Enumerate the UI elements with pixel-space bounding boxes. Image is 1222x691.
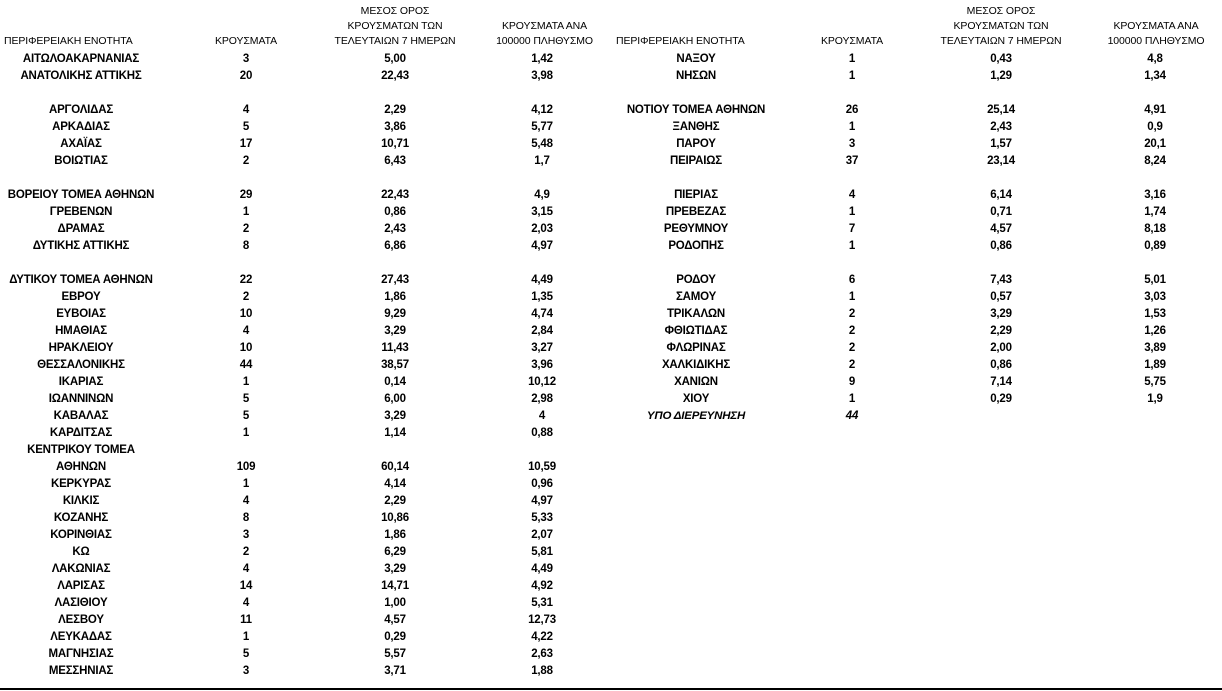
table-row: [0, 289, 612, 306]
per100k-cell: 3,89: [1144, 342, 1166, 354]
header-region: ΠΕΡΙΦΕΡΕΙΑΚΗ ΕΝΟΤΗΤΑ: [4, 35, 133, 47]
table-row: [0, 510, 612, 527]
cases-cell: 4: [242, 563, 250, 575]
cases-cell: 1: [848, 291, 856, 303]
per100k-cell: 5,01: [1144, 274, 1166, 286]
avg7-cell: 2,29: [990, 325, 1012, 337]
per100k-cell: 1,35: [531, 291, 553, 303]
table-row: [0, 272, 612, 289]
spacer-row: [612, 255, 1222, 272]
avg7-cell: 10,86: [381, 512, 409, 524]
cases-cell: 3: [242, 529, 250, 541]
region-cell: ΗΡΑΚΛΕΙΟΥ: [48, 342, 114, 354]
table-row: [0, 527, 612, 544]
avg7-cell: 10,71: [381, 138, 409, 150]
table-row: [0, 476, 612, 493]
table-row: [0, 544, 612, 561]
per100k-cell: 1,89: [1144, 359, 1166, 371]
region-cell: ΡΟΔΟΠΗΣ: [668, 240, 724, 252]
region-cell: ΙΚΑΡΙΑΣ: [58, 376, 104, 388]
table-row: [0, 646, 612, 663]
cases-cell: 1: [848, 70, 856, 82]
cases-cell: 4: [242, 597, 250, 609]
per100k-cell: 1,74: [1144, 206, 1166, 218]
region-cell: ΠΕΙΡΑΙΩΣ: [669, 155, 722, 167]
cases-cell: 1: [848, 206, 856, 218]
cases-cell: 109: [236, 461, 256, 473]
table-row: [0, 187, 612, 204]
region-cell: ΜΕΣΣΗΝΙΑΣ: [48, 665, 114, 677]
cases-cell: 5: [242, 121, 250, 133]
region-cell: ΠΡΕΒΕΖΑΣ: [665, 206, 727, 218]
spacer-row: [0, 255, 612, 272]
region-cell: ΕΒΡΟΥ: [61, 291, 101, 303]
table-row: [612, 187, 1222, 204]
per100k-cell: 5,33: [531, 512, 553, 524]
avg7-cell: 4,14: [384, 478, 406, 490]
table-row: [612, 408, 1222, 425]
cases-cell: 1: [848, 393, 856, 405]
cases-cell: 8: [242, 512, 250, 524]
per100k-cell: 4,97: [531, 240, 553, 252]
spacer-row: [0, 85, 612, 102]
region-cell: ΦΘΙΩΤΙΔΑΣ: [664, 325, 728, 337]
cases-cell: 1: [242, 427, 250, 439]
table-row: [612, 204, 1222, 221]
cases-cell: 14: [239, 580, 253, 592]
region-cell: ΞΑΝΘΗΣ: [672, 121, 720, 133]
avg7-cell: 3,29: [384, 410, 406, 422]
cases-cell: 10: [239, 308, 253, 320]
table-row: [0, 561, 612, 578]
region-cell: ΑΧΑΪΑΣ: [60, 138, 102, 150]
per100k-cell: 20,1: [1144, 138, 1166, 150]
region-cell: ΦΛΩΡΙΝΑΣ: [666, 342, 726, 354]
avg7-cell: 0,86: [990, 359, 1012, 371]
cases-cell: 1: [242, 206, 250, 218]
cases-cell: 2: [848, 308, 856, 320]
avg7-cell: 11,43: [381, 342, 409, 354]
left-header: [0, 0, 612, 51]
avg7-cell: 6,43: [384, 155, 406, 167]
region-cell: ΑΝΑΤΟΛΙΚΗΣ ΑΤΤΙΚΗΣ: [20, 70, 142, 82]
cases-cell: 1: [848, 240, 856, 252]
per100k-cell: 3,96: [531, 359, 553, 371]
table-row: [612, 136, 1222, 153]
avg7-cell: 2,29: [384, 495, 406, 507]
avg7-cell: 0,29: [384, 631, 406, 643]
per100k-cell: 4,8: [1147, 53, 1163, 65]
cases-cell: 3: [848, 138, 856, 150]
cases-cell: 17: [239, 138, 253, 150]
table-row: [0, 323, 612, 340]
cases-cell: 2: [242, 155, 250, 167]
per100k-cell: 2,07: [531, 529, 553, 541]
table-row: [612, 340, 1222, 357]
cases-cell: 9: [848, 376, 856, 388]
table-row: [0, 51, 612, 68]
region-cell: ΒΟΡΕΙΟΥ ΤΟΜΕΑ ΑΘΗΝΩΝ: [7, 189, 155, 201]
region-cell: ΡΟΔΟΥ: [676, 274, 716, 286]
region-cell: ΕΥΒΟΙΑΣ: [56, 308, 106, 320]
region-cell: ΔΥΤΙΚΗΣ ΑΤΤΙΚΗΣ: [32, 240, 130, 252]
region-cell: ΛΑΚΩΝΙΑΣ: [51, 563, 111, 575]
region-cell: ΑΙΤΩΛΟΑΚΑΡΝΑΝΙΑΣ: [22, 53, 140, 65]
region-cell: ΚΙΛΚΙΣ: [62, 495, 100, 507]
avg7-cell: 1,86: [384, 529, 406, 541]
table-row: [0, 595, 612, 612]
cases-cell: 44: [845, 410, 859, 422]
cases-cell: 10: [239, 342, 253, 354]
cases-cell: 1: [242, 631, 250, 643]
avg7-cell: 1,14: [384, 427, 406, 439]
region-cell: ΚΕΡΚΥΡΑΣ: [50, 478, 112, 490]
cases-cell: 1: [242, 478, 250, 490]
table-row: [612, 119, 1222, 136]
per100k-cell: 0,96: [531, 478, 553, 490]
region-cell: ΧΙΟΥ: [682, 393, 710, 405]
table-row: [612, 306, 1222, 323]
table-row: [0, 306, 612, 323]
per100k-cell: 12,73: [528, 614, 556, 626]
region-cell: ΗΜΑΘΙΑΣ: [55, 325, 107, 337]
cases-cell: 4: [242, 325, 250, 337]
per100k-cell: 5,48: [531, 138, 553, 150]
region-cell: ΚΑΒΑΛΑΣ: [53, 410, 109, 422]
avg7-cell: 1,57: [990, 138, 1012, 150]
cases-cell: 29: [239, 189, 253, 201]
region-cell: ΚΟΡΙΝΘΙΑΣ: [50, 529, 112, 541]
per100k-cell: 2,63: [531, 648, 553, 660]
avg7-cell: 7,14: [990, 376, 1012, 388]
per100k-cell: 1,88: [531, 665, 553, 677]
table-row: [612, 238, 1222, 255]
table-row: [612, 272, 1222, 289]
avg7-cell: 1,00: [384, 597, 406, 609]
region-cell: ΠΙΕΡΙΑΣ: [674, 189, 718, 201]
region-cell: ΚΩ: [72, 546, 90, 558]
avg7-cell: 1,86: [384, 291, 406, 303]
per100k-cell: 3,15: [531, 206, 553, 218]
avg7-cell: 3,29: [384, 563, 406, 575]
region-cell: ΤΡΙΚΑΛΩΝ: [666, 308, 726, 320]
region-cell: ΛΑΣΙΘΙΟΥ: [54, 597, 108, 609]
cases-cell: 22: [239, 274, 253, 286]
per100k-cell: 2,98: [531, 393, 553, 405]
region-cell: ΓΡΕΒΕΝΩΝ: [49, 206, 113, 218]
table-row: [612, 391, 1222, 408]
region-cell: ΛΕΥΚΑΔΑΣ: [50, 631, 112, 643]
avg7-cell: 22,43: [381, 70, 409, 82]
avg7-cell: 60,14: [381, 461, 409, 473]
avg7-cell: 0,29: [990, 393, 1012, 405]
per100k-cell: 3,27: [531, 342, 553, 354]
table-row: [0, 102, 612, 119]
table-row: [0, 204, 612, 221]
cases-cell: 11: [240, 614, 252, 626]
region-cell: ΧΑΛΚΙΔΙΚΗΣ: [661, 359, 731, 371]
table-row: [612, 51, 1222, 68]
table-row: [0, 493, 612, 510]
avg7-cell: 14,71: [381, 580, 409, 592]
cases-cell: 2: [848, 342, 856, 354]
per100k-cell: 10,59: [528, 461, 556, 473]
avg7-cell: 0,57: [990, 291, 1012, 303]
region-cell: ΜΑΓΝΗΣΙΑΣ: [48, 648, 114, 660]
cases-cell: 44: [239, 359, 253, 371]
cases-cell: 1: [242, 376, 250, 388]
cases-cell: 2: [242, 223, 250, 235]
avg7-cell: 9,29: [384, 308, 406, 320]
table-row: [0, 374, 612, 391]
header-avg7: ΜΕΣΟΣ ΟΡΟΣ ΚΡΟΥΣΜΑΤΩΝ ΤΩΝ ΤΕΛΕΥΤΑΙΩΝ 7 ΗΜΕΡΩΝ: [334, 5, 456, 47]
per100k-cell: 5,31: [531, 597, 553, 609]
region-cell: ΝΑΞΟΥ: [676, 53, 716, 65]
per100k-cell: 5,75: [1144, 376, 1166, 388]
table-row: [0, 612, 612, 629]
region-cell: ΣΑΜΟΥ: [675, 291, 717, 303]
cases-cell: 5: [242, 393, 250, 405]
per100k-cell: 4,92: [531, 580, 553, 592]
per100k-cell: 1,7: [534, 155, 550, 167]
per100k-cell: 8,18: [1144, 223, 1166, 235]
region-cell: ΡΕΘΥΜΝΟΥ: [663, 223, 729, 235]
cases-cell: 4: [848, 189, 856, 201]
table-row: [0, 663, 612, 680]
table-row: [0, 119, 612, 136]
spacer-row: [0, 170, 612, 187]
avg7-cell: 3,29: [990, 308, 1012, 320]
region-cell: ΑΡΓΟΛΙΔΑΣ: [48, 104, 114, 116]
region-cell: ΘΕΣΣΑΛΟΝΙΚΗΣ: [37, 359, 125, 371]
region-cell: ΚΟΖΑΝΗΣ: [53, 512, 109, 524]
cases-cell: 8: [242, 240, 250, 252]
table-row: [0, 68, 612, 85]
avg7-cell: 6,14: [990, 189, 1012, 201]
right-rows: [612, 51, 1222, 425]
per100k-cell: 0,9: [1147, 121, 1163, 133]
per100k-cell: 4,91: [1144, 104, 1166, 116]
left-table: [0, 0, 612, 680]
cases-cell: 2: [242, 291, 250, 303]
avg7-cell: 2,43: [384, 223, 406, 235]
spacer-row: [612, 85, 1222, 102]
cases-cell: 4: [242, 104, 250, 116]
avg7-cell: 1,29: [990, 70, 1012, 82]
avg7-cell: 6,86: [384, 240, 406, 252]
cases-cell: 5: [242, 648, 250, 660]
cases-cell: 3: [242, 53, 250, 65]
avg7-cell: 6,29: [384, 546, 406, 558]
table-row: [612, 357, 1222, 374]
per100k-cell: 3,98: [531, 70, 553, 82]
region-cell: ΝΗΣΩΝ: [675, 70, 717, 82]
avg7-cell: 0,86: [990, 240, 1012, 252]
cases-cell: 2: [848, 359, 856, 371]
avg7-cell: 27,43: [381, 274, 409, 286]
avg7-cell: 25,14: [987, 104, 1015, 116]
region-cell: ΚΑΡΔΙΤΣΑΣ: [49, 427, 113, 439]
per100k-cell: 0,88: [531, 427, 553, 439]
avg7-cell: 6,00: [384, 393, 406, 405]
per100k-cell: 4,49: [531, 274, 553, 286]
per100k-cell: 4,49: [531, 563, 553, 575]
per100k-cell: 5,77: [531, 121, 553, 133]
per100k-cell: 5,81: [531, 546, 553, 558]
cases-cell: 1: [848, 121, 856, 133]
avg7-cell: 0,71: [990, 206, 1012, 218]
per100k-cell: 1,42: [531, 53, 553, 65]
avg7-cell: 0,86: [384, 206, 406, 218]
table-row: [612, 102, 1222, 119]
cases-cell: 2: [848, 325, 856, 337]
right-table: [612, 0, 1222, 425]
per100k-cell: 8,24: [1144, 155, 1166, 167]
per100k-cell: 3,03: [1144, 291, 1166, 303]
table-row: [612, 153, 1222, 170]
cases-cell: 4: [242, 495, 250, 507]
per100k-cell: 2,03: [531, 223, 553, 235]
per100k-cell: 1,34: [1144, 70, 1166, 82]
region-cell: ΥΠΟ ΔΙΕΡΕΥΝΗΣΗ: [646, 410, 746, 422]
region-cell: ΑΡΚΑΔΙΑΣ: [52, 121, 110, 133]
table-row: [0, 442, 612, 476]
region-cell: ΔΡΑΜΑΣ: [57, 223, 105, 235]
table-row: [612, 289, 1222, 306]
table-row: [0, 578, 612, 595]
table-row: [0, 357, 612, 374]
table-row: [0, 408, 612, 425]
spacer-row: [612, 170, 1222, 187]
per100k-cell: 0,89: [1144, 240, 1166, 252]
per100k-cell: 4,74: [531, 308, 553, 320]
table-row: [0, 629, 612, 646]
per100k-cell: 1,53: [1144, 308, 1166, 320]
avg7-cell: 2,43: [990, 121, 1012, 133]
table-row: [0, 391, 612, 408]
avg7-cell: 5,00: [384, 53, 406, 65]
region-cell: ΠΑΡΟΥ: [676, 138, 716, 150]
per100k-cell: 4,9: [534, 189, 550, 201]
left-rows: [0, 51, 612, 680]
region-cell: ΙΩΑΝΝΙΝΩΝ: [48, 393, 114, 405]
cases-cell: 5: [242, 410, 250, 422]
avg7-cell: 4,57: [990, 223, 1012, 235]
per100k-cell: 2,84: [531, 325, 553, 337]
cases-cell: 2: [242, 546, 250, 558]
per100k-cell: 3,16: [1144, 189, 1166, 201]
cases-cell: 20: [239, 70, 253, 82]
avg7-cell: 4,57: [384, 614, 406, 626]
table-row: [0, 221, 612, 238]
avg7-cell: 0,14: [384, 376, 406, 388]
cases-cell: 6: [848, 274, 856, 286]
header-avg7: ΜΕΣΟΣ ΟΡΟΣ ΚΡΟΥΣΜΑΤΩΝ ΤΩΝ ΤΕΛΕΥΤΑΙΩΝ 7 ΗΜΕΡΩΝ: [940, 5, 1062, 47]
avg7-cell: 5,57: [384, 648, 406, 660]
avg7-cell: 0,43: [990, 53, 1012, 65]
table-row: [0, 153, 612, 170]
header-per100k: ΚΡΟΥΣΜΑΤΑ ΑΝΑ 100000 ΠΛΗΘΥΣΜΟ: [496, 20, 593, 47]
avg7-cell: 2,00: [990, 342, 1012, 354]
avg7-cell: 2,29: [384, 104, 406, 116]
table-row: [0, 238, 612, 255]
avg7-cell: 23,14: [987, 155, 1015, 167]
right-header: [612, 0, 1222, 51]
region-cell: ΧΑΝΙΩΝ: [674, 376, 718, 388]
table-row: [0, 340, 612, 357]
per100k-cell: 4,12: [531, 104, 553, 116]
region-cell: ΚΕΝΤΡΙΚΟΥ ΤΟΜΕΑ ΑΘΗΝΩΝ: [27, 444, 135, 473]
avg7-cell: 22,43: [381, 189, 409, 201]
table-row: [612, 221, 1222, 238]
table-row: [612, 323, 1222, 340]
table-row: [0, 425, 612, 442]
cases-cell: 1: [848, 53, 856, 65]
cases-cell: 26: [845, 104, 859, 116]
region-cell: ΔΥΤΙΚΟΥ ΤΟΜΕΑ ΑΘΗΝΩΝ: [9, 274, 153, 286]
table-row: [612, 374, 1222, 391]
avg7-cell: 3,86: [384, 121, 406, 133]
per100k-cell: 4,22: [531, 631, 553, 643]
table-row: [612, 68, 1222, 85]
table-row: [0, 136, 612, 153]
header-region: ΠΕΡΙΦΕΡΕΙΑΚΗ ΕΝΟΤΗΤΑ: [616, 35, 745, 47]
cases-cell: 3: [242, 665, 250, 677]
header-cases: ΚΡΟΥΣΜΑΤΑ: [214, 35, 278, 47]
per100k-cell: 4: [538, 410, 546, 422]
region-cell: ΝΟΤΙΟΥ ΤΟΜΕΑ ΑΘΗΝΩΝ: [626, 104, 766, 116]
region-cell: ΛΑΡΙΣΑΣ: [57, 580, 105, 592]
per100k-cell: 10,12: [528, 376, 556, 388]
header-cases: ΚΡΟΥΣΜΑΤΑ: [820, 35, 884, 47]
per100k-cell: 1,26: [1144, 325, 1166, 337]
header-per100k: ΚΡΟΥΣΜΑΤΑ ΑΝΑ 100000 ΠΛΗΘΥΣΜΟ: [1107, 20, 1205, 47]
region-cell: ΒΟΙΩΤΙΑΣ: [54, 155, 108, 167]
bottom-border: [0, 688, 1222, 690]
region-cell: ΛΕΣΒΟΥ: [58, 614, 104, 626]
avg7-cell: 7,43: [990, 274, 1012, 286]
avg7-cell: 3,71: [384, 665, 406, 677]
avg7-cell: 38,57: [381, 359, 409, 371]
per100k-cell: 4,97: [531, 495, 553, 507]
cases-cell: 7: [848, 223, 856, 235]
per100k-cell: 1,9: [1147, 393, 1163, 405]
avg7-cell: 3,29: [384, 325, 406, 337]
cases-cell: 37: [845, 155, 859, 167]
